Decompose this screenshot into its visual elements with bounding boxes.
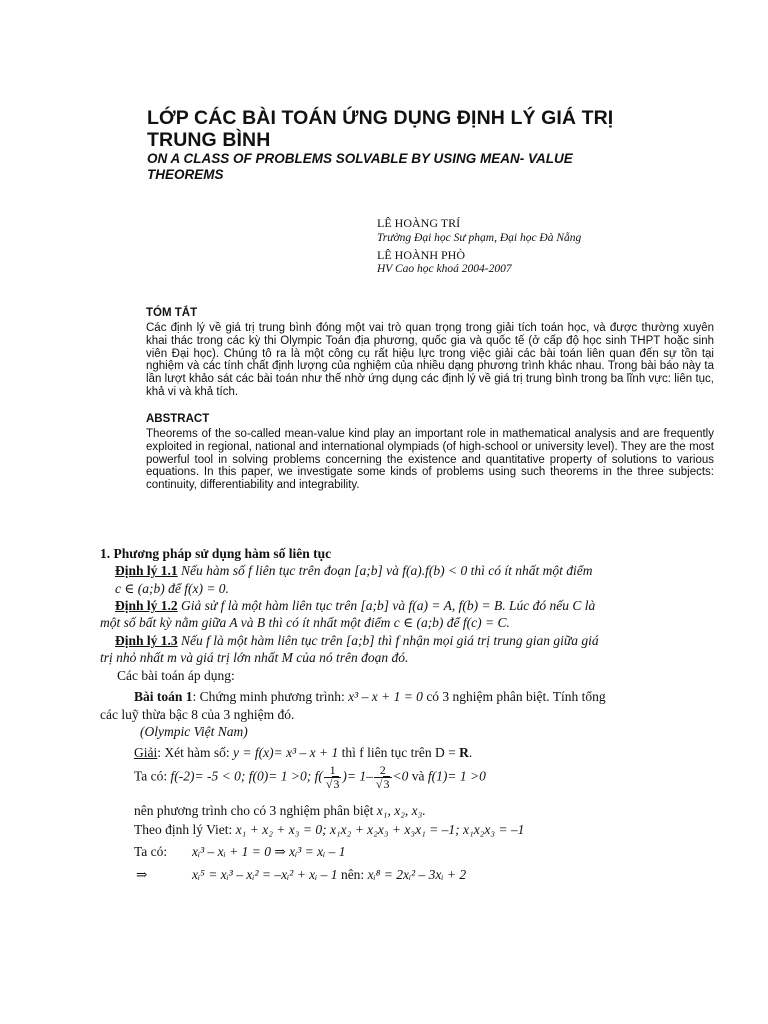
fraction-2-denominator: √3	[375, 777, 390, 791]
taco-line-1	[134, 764, 486, 791]
paper-title-line1: LỚP CÁC BÀI TOÁN ỨNG DỤNG ĐỊNH LÝ GIÁ TRỊ	[147, 107, 614, 129]
author-affiliation-2: HV Cao học khoá 2004-2007	[377, 263, 512, 275]
theorem-1-3-line2: trị nhỏ nhất m và giá trị lớn nhất M của nó trên đoạn đó.	[100, 650, 409, 665]
problem-1-rest: có 3 nghiệm phân biệt. Tính tổng	[422, 689, 606, 704]
solution-label: Giải	[134, 745, 158, 760]
fraction-2-numerator: 2	[374, 764, 392, 778]
applied-problems-label: Các bài toán áp dụng:	[117, 668, 235, 683]
problem-1-label: Bài toán 1	[134, 689, 193, 704]
solution-line	[134, 744, 472, 761]
implies-arrow: ⇒	[136, 867, 148, 882]
solution-end: .	[468, 745, 473, 760]
problem-1-line2: các luỹ thừa bậc 8 của 3 nghiệm đó.	[100, 707, 295, 722]
roots-line	[134, 802, 426, 819]
viet-line	[134, 821, 524, 838]
paper-subtitle-line1: ON A CLASS OF PROBLEMS SOLVABLE BY USING MEAN- VALUE	[147, 151, 573, 166]
theorem-1-1-label: Định lý 1.1	[115, 563, 178, 578]
taco-label-2: Ta có:	[134, 844, 168, 859]
viet-equations: x₁ + x₂ + x₃ = 0; x₁x₂ + x₂x₃ + x₃x₁ = –1; x₁x₂x₃ = –1	[235, 822, 525, 837]
problem-1-equation: x³ – x + 1 = 0	[348, 689, 423, 704]
taco-equation-2: xᵢ³ – xᵢ + 1 = 0 ⇒ xᵢ³ = xᵢ – 1	[192, 844, 346, 859]
theorem-1-2-label: Định lý 1.2	[115, 598, 178, 613]
taco-values-1: f(-2)= -5 < 0; f(0)= 1 >0; f(	[170, 768, 323, 784]
fraction-1-denominator: √3	[325, 777, 340, 791]
theorem-1-3-text: Nếu f là một hàm liên tục trên [a;b] thì f nhận mọi giá trị trung gian giữa giá	[177, 633, 599, 648]
roots-variables: x₁, x₂, x₃.	[376, 803, 426, 818]
problem-1-text: : Chứng minh phương trình:	[192, 689, 349, 704]
abstract-heading: ABSTRACT	[146, 413, 210, 425]
roots-text: nên phương trình cho có 3 nghiệm phân biệt	[134, 803, 377, 818]
power-so: nên:	[337, 867, 368, 882]
power-equations	[192, 866, 466, 883]
taco-values-4: f(1)= 1 >0	[427, 768, 486, 784]
fraction-1-sqrt3	[324, 764, 342, 791]
viet-label: Theo định lý Viet:	[134, 822, 236, 837]
theorem-1-1-text: Nếu hàm số f liên tục trên đoạn [a;b] và f(a).f(b) < 0 thì có ít nhất một điểm	[177, 563, 593, 578]
theorem-1-3	[115, 632, 715, 649]
solution-text: : Xét hàm số:	[157, 745, 233, 760]
theorem-1-2-line2: một số bất kỳ nằm giữa A và B thì có ít nhất một điểm c ∈ (a;b) để f(c) = C.	[100, 615, 510, 630]
fraction-1-numerator: 1	[324, 764, 342, 778]
abstract-text: Theorems of the so-called mean-value kind play an important role in mathematical analysis and are frequently exploited in regional, national and international olympiads (of high-school or university level). They are the most powerful tool in solving problems concerning the existence and quantitative property of solutions to various equations. In this paper, we investigate some kinds of problems using such theorems in the three subjects: continuity, differentiability and integrability.	[146, 428, 714, 492]
solution-equation: y = f(x)= x³ – x + 1	[233, 745, 339, 760]
theorem-1-1-line2: c ∈ (a;b) để f(x) = 0.	[115, 581, 229, 596]
tomtat-text: Các định lý về giá trị trung bình đóng một vai trò quan trọng trong giải tích toán học, và được thường xuyên khai thác trong các kỳ thi Olympic Toán địa phương, quốc gia và quốc tế (ở cấp độ học sinh THPT hoặc sinh viên Đại học). Chúng tô ra là một công cụ rất hiệu lực trong việc giải các bài toán liên quan đến sự tồn tại nghiệm và các tính chất định lượng của nghiệm của nhiều dạng phương trình khác nhau. Trong bài báo này ta lần lượt khảo sát các bài toán như thế nhờ ứng dụng các định lý về giá trị trung bình trong ba lĩnh vực: liên tục, khả vi và khả tích.	[146, 322, 714, 398]
problem-1	[134, 688, 724, 705]
problem-1-source: (Olympic Việt Nam)	[140, 724, 248, 739]
taco-values-2: )= 1–	[342, 768, 373, 784]
theorem-1-2	[115, 597, 715, 614]
section-1-heading: 1. Phương pháp sử dụng hàm số liên tục	[100, 546, 332, 561]
taco-values-3: <0	[392, 768, 409, 784]
author-name-2: LÊ HOÀNH PHÒ	[377, 248, 465, 262]
solution-rest: thì f liên tục trên D =	[338, 745, 460, 760]
theorem-1-1	[115, 562, 715, 579]
fraction-2-sqrt3	[374, 764, 392, 791]
solution-real-set: R	[459, 745, 469, 760]
power-8-equation: xᵢ⁸ = 2xᵢ² – 3xᵢ + 2	[367, 867, 467, 882]
paper-title-line2: TRUNG BÌNH	[147, 129, 271, 151]
tomtat-heading: TÓM TẮT	[146, 307, 198, 319]
taco-and: và	[408, 768, 428, 784]
author-name-1: LÊ HOÀNG TRÍ	[377, 216, 461, 230]
taco-label-1: Ta có:	[134, 768, 171, 784]
paper-subtitle-line2: THEOREMS	[147, 167, 224, 182]
power-5-equation: xᵢ⁵ = xᵢ³ – xᵢ² = –xᵢ² + xᵢ – 1	[192, 867, 338, 882]
theorem-1-2-text: Giả sử f là một hàm liên tục trên [a;b] và f(a) = A, f(b) = B. Lúc đó nếu C là	[177, 598, 596, 613]
fraction-2-radicand: 3	[383, 777, 390, 791]
theorem-1-3-label: Định lý 1.3	[115, 633, 178, 648]
fraction-1-radicand: 3	[333, 777, 340, 791]
author-affiliation-1: Trường Đại học Sư phạm, Đại học Đà Nẵng	[377, 232, 582, 244]
